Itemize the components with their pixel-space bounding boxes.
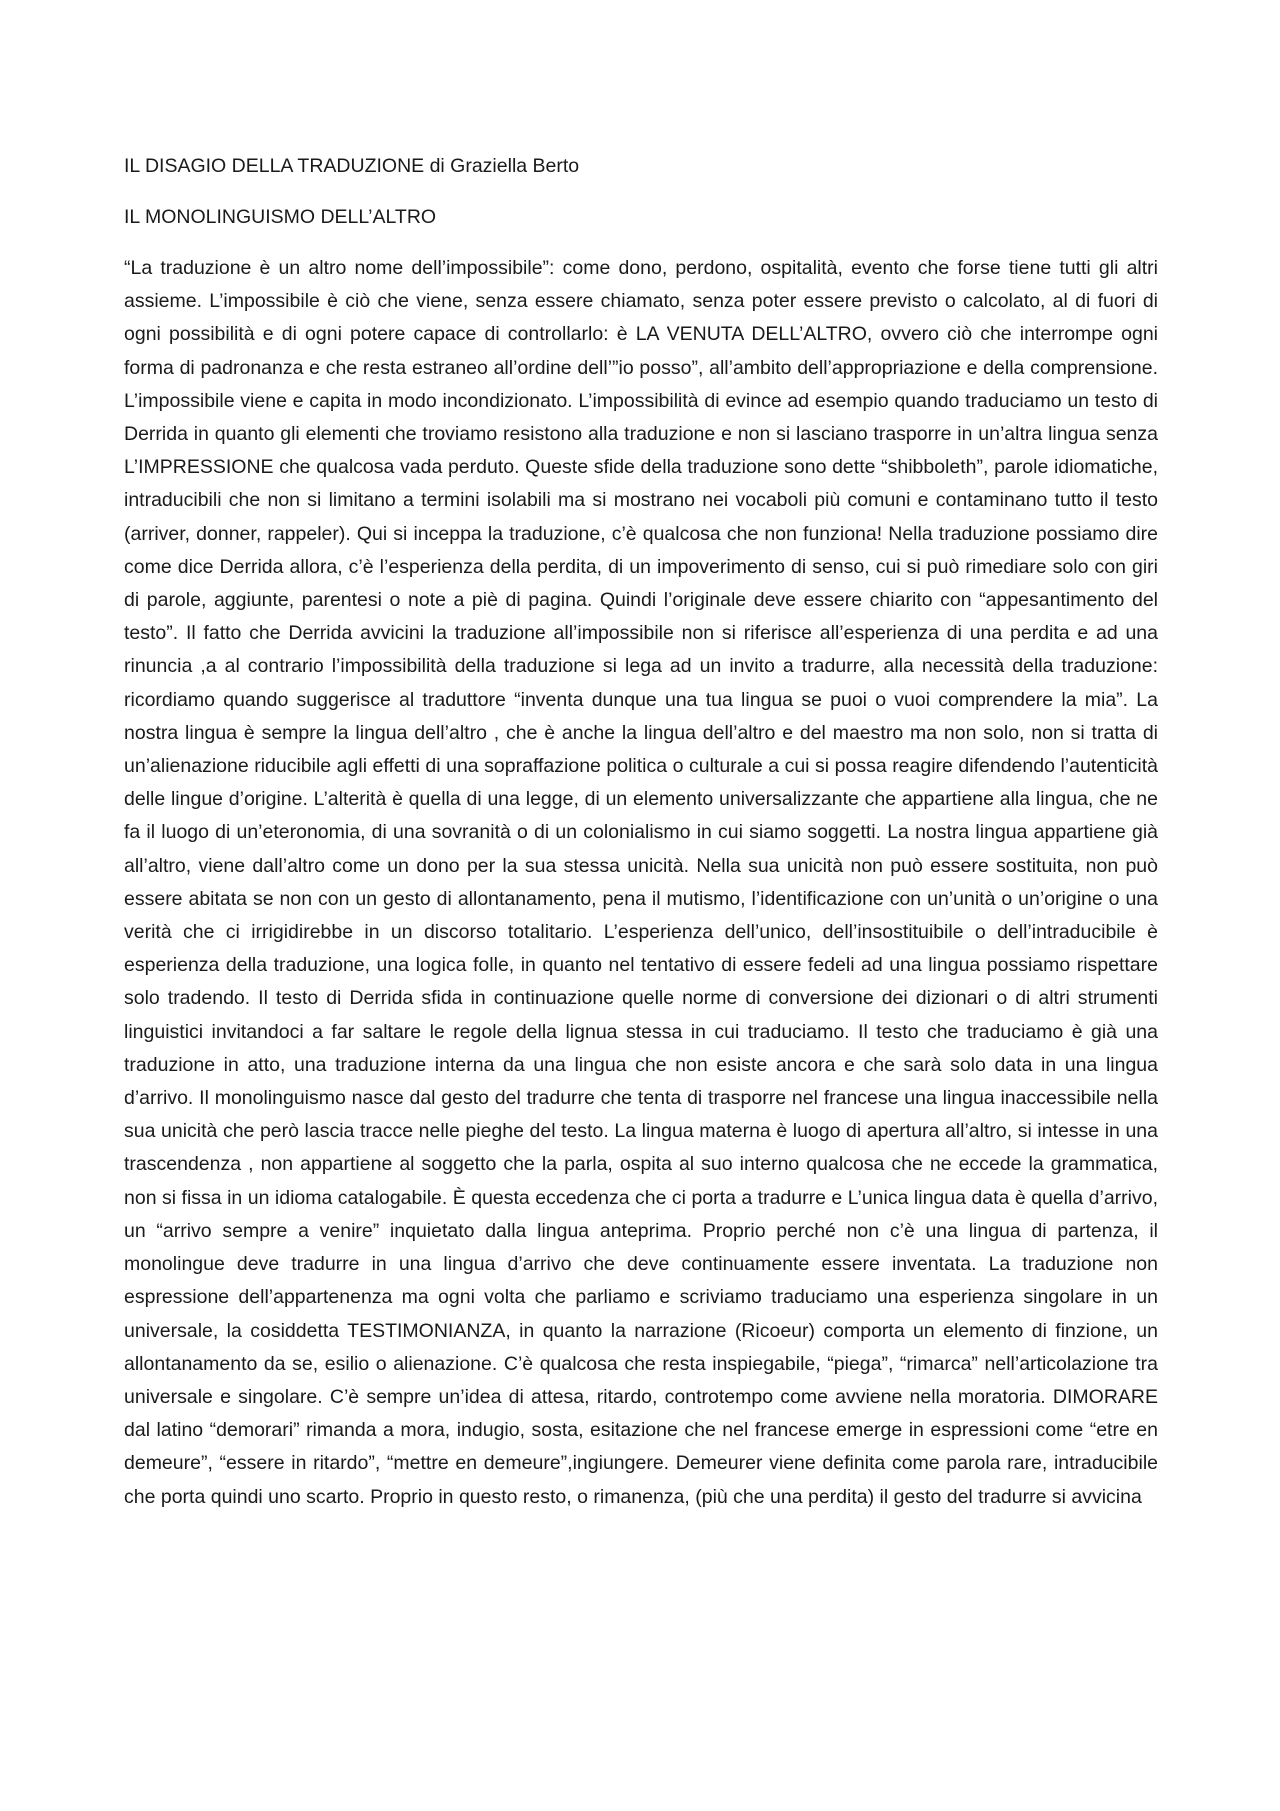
body-paragraph: “La traduzione è un altro nome dell’impossibile”: come dono, perdono, ospitalità, evento che forse tiene tutti gli altri assieme. L’impossibile è ciò che viene, senza essere chiamato, senza poter essere previsto o calcolato, al di fuori di ogni possibilità e di ogni potere capace di controllarlo: è LA VENUTA DELL’ALTRO, ovvero ciò che interrompe ogni forma di padronanza e che resta estraneo all’ordine dell’”io posso”, all’ambito dell’appropriazione e della comprensione. L’impossibile viene e capita in modo incondizionato. L’impossibilità di evince ad esempio quando traduciamo un testo di Derrida in quanto gli elementi che troviamo resistono alla traduzione e non si lasciano trasporre in un’altra lingua senza L’IMPRESSIONE che qualcosa vada perduto. Queste sfide della traduzione sono dette “shibboleth”, parole idiomatiche, intraducibili che non si limitano a termini isolabili ma si mostrano nei vocaboli più comuni e contaminano tutto il testo (arriver, donner, rappeler). Qui si inceppa la traduzione, c’è qualcosa che non funziona! Nella traduzione possiamo dire come dice Derrida allora, c’è l’esperienza della perdita, di un impoverimento di senso, cui si può rimediare solo con giri di parole, aggiunte, parentesi o note a piè di pagina. Quindi l’originale deve essere chiarito con “appesantimento del testo”. Il fatto che Derrida avvicini la traduzione all’impossibile non si riferisce all’esperienza di una perdita e ad una rinuncia ,a al contrario l’impossibilità della traduzione si lega ad un invito a tradurre, alla necessità della traduzione: ricordiamo quando suggerisce al traduttore “inventa dunque una tua lingua se puoi o vuoi comprendere la mia”. La nostra lingua è sempre la lingua dell’altro , che è anche la lingua dell’altro e del maestro ma non solo, non si tratta di un’alienazione riducibile agli effetti di una sopraffazione politica o culturale a cui si possa reagire difendendo l’autenticità delle lingue d’origine. L’alterità è quella di una legge, di un elemento universalizzante che appartiene alla lingua, che ne fa il luogo di un’eteronomia, di una sovranità o di un colonialismo in cui siamo soggetti. La nostra lingua appartiene già all’altro, viene dall’altro come un dono per la sua stessa unicità. Nella sua unicità non può essere sostituita, non può essere abitata se non con un gesto di allontanamento, pena il mutismo, l’identificazione con un’unità o un’origine o una verità che ci irrigidirebbe in un discorso totalitario. L’esperienza dell’unico, dell’insostituibile o dell’intraducibile è esperienza della traduzione, una logica folle, in quanto nel tentativo di essere fedeli ad una lingua possiamo rispettare solo tradendo. Il testo di Derrida sfida in continuazione quelle norme di conversione dei dizionari o di altri strumenti linguistici invitandoci a far saltare le regole della lignua stessa in cui traduciamo. Il testo che traduciamo è già una traduzione in atto, una traduzione interna da una lingua che non esiste ancora e che sarà solo data in una lingua d’arrivo. Il monolinguismo nasce dal gesto del tradurre che tenta di trasporre nel francese una lingua inaccessibile nella sua unicità che però lascia tracce nelle pieghe del testo. La lingua materna è luogo di apertura all’altro, si intesse in una trascendenza , non appartiene al soggetto che la parla, ospita al suo interno qualcosa che ne eccede la grammatica, non si fissa in un idioma catalogabile. È questa eccedenza che ci porta a tradurre e L’unica lingua data è quella d’arrivo, un “arrivo sempre a venire” inquietato dalla lingua anteprima. Proprio perché non c’è una lingua di partenza, il monolingue deve tradurre in una lingua d’arrivo che deve continuamente essere inventata. La traduzione non espressione dell’appartenenza ma ogni volta che parliamo e scriviamo traduciamo una esperienza singolare in un universale, la cosiddetta TESTIMONIANZA, in quanto la narrazione (Ricoeur) comporta un elemento di finzione, un allontanamento da se, esilio o alienazione. C’è qualcosa che resta inspiegabile, “piega”, “rimarca” nell’articolazione tra universale e singolare. C’è sempre un’idea di attesa, ritardo, controtempo come avviene nella moratoria. DIMORARE dal latino “demorari” rimanda a mora, indugio, sosta, esitazione che nel francese emerge in espressioni come “etre en demeure”, “essere in ritardo”, “mettre en demeure”,ingiungere. Demeurer viene definita come parola rare, intraducibile che porta quindi uno scarto. Proprio in questo resto, o rimanenza, (più che una perdita) il gesto del tradurre si avvicina [124, 257, 1158, 1508]
document-title: IL DISAGIO DELLA TRADUZIONE di Graziella Berto [124, 155, 580, 177]
document-content [124, 150, 1158, 1514]
section-title: IL MONOLINGUISMO DELL’ALTRO [124, 206, 437, 228]
